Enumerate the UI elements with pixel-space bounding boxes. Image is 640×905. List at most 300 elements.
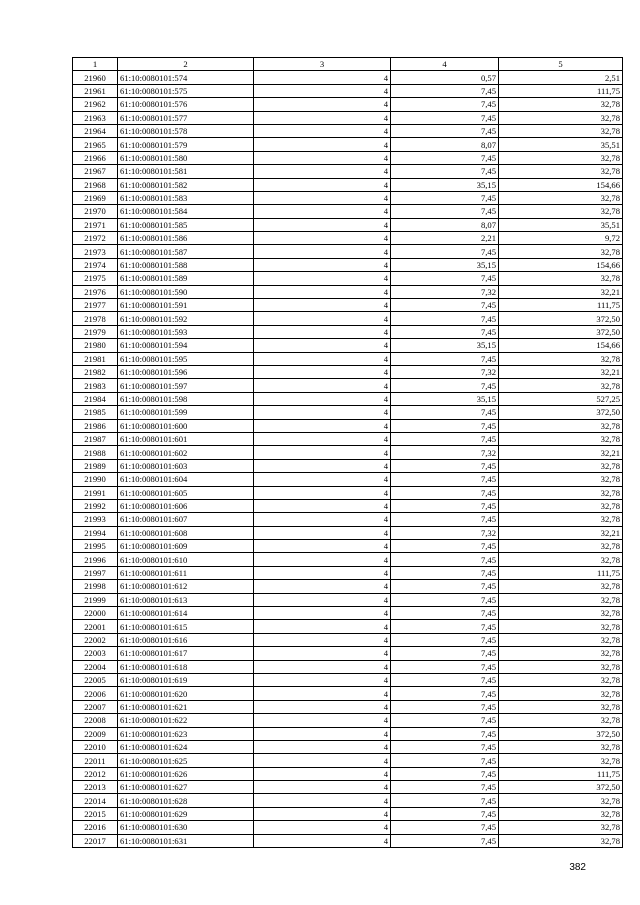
area-cell: 7,45 [391,673,499,686]
value-cell: 32,78 [499,620,623,633]
category-cell: 4 [254,660,391,673]
area-cell: 7,45 [391,513,499,526]
area-cell: 7,32 [391,526,499,539]
row-index-cell: 21989 [73,459,118,472]
cadastral-number-cell: 61:10:0080101:608 [118,526,254,539]
cadastral-number-cell: 61:10:0080101:585 [118,218,254,231]
table-row [73,232,623,245]
category-cell: 4 [254,727,391,740]
row-index-cell: 22010 [73,740,118,753]
category-cell: 4 [254,98,391,111]
area-cell: 7,45 [391,607,499,620]
table-row [73,794,623,807]
category-cell: 4 [254,272,391,285]
table-header-row [73,58,623,71]
value-cell: 32,78 [499,205,623,218]
area-cell: 7,45 [391,821,499,834]
category-cell: 4 [254,245,391,258]
cadastral-number-cell: 61:10:0080101:628 [118,794,254,807]
cadastral-number-cell: 61:10:0080101:618 [118,660,254,673]
table-row [73,406,623,419]
cadastral-number-cell: 61:10:0080101:584 [118,205,254,218]
value-cell: 32,78 [499,459,623,472]
cadastral-number-cell: 61:10:0080101:599 [118,406,254,419]
row-index-cell: 21973 [73,245,118,258]
table-row [73,807,623,820]
value-cell: 2,51 [499,71,623,84]
area-cell: 7,45 [391,312,499,325]
row-index-cell: 21963 [73,111,118,124]
cadastral-number-cell: 61:10:0080101:594 [118,339,254,352]
area-cell: 7,45 [391,781,499,794]
category-cell: 4 [254,526,391,539]
page-number: 382 [569,862,586,873]
table-row [73,299,623,312]
row-index-cell: 21993 [73,513,118,526]
category-cell: 4 [254,781,391,794]
area-cell: 7,45 [391,714,499,727]
table-row [73,178,623,191]
category-cell: 4 [254,392,391,405]
row-index-cell: 22000 [73,607,118,620]
category-cell: 4 [254,647,391,660]
category-cell: 4 [254,446,391,459]
value-cell: 32,78 [499,754,623,767]
area-cell: 7,32 [391,365,499,378]
area-cell: 7,45 [391,553,499,566]
cadastral-number-cell: 61:10:0080101:607 [118,513,254,526]
row-index-cell: 21992 [73,499,118,512]
area-cell: 7,45 [391,245,499,258]
row-index-cell: 22016 [73,821,118,834]
category-cell: 4 [254,553,391,566]
cadastral-number-cell: 61:10:0080101:614 [118,607,254,620]
cadastral-number-cell: 61:10:0080101:615 [118,620,254,633]
cadastral-number-cell: 61:10:0080101:601 [118,432,254,445]
value-cell: 154,66 [499,339,623,352]
value-cell: 32,21 [499,446,623,459]
area-cell: 7,45 [391,151,499,164]
cadastral-number-cell: 61:10:0080101:576 [118,98,254,111]
table-row [73,218,623,231]
row-index-cell: 22001 [73,620,118,633]
row-index-cell: 21960 [73,71,118,84]
column-header-5: 5 [499,58,623,71]
row-index-cell: 21999 [73,593,118,606]
cadastral-number-cell: 61:10:0080101:591 [118,299,254,312]
value-cell: 32,78 [499,245,623,258]
cadastral-number-cell: 61:10:0080101:619 [118,673,254,686]
table-row [73,821,623,834]
cadastral-number-cell: 61:10:0080101:581 [118,165,254,178]
table-row [73,486,623,499]
row-index-cell: 21980 [73,339,118,352]
table-row [73,526,623,539]
category-cell: 4 [254,754,391,767]
area-cell: 7,45 [391,834,499,847]
row-index-cell: 21977 [73,299,118,312]
table-row [73,473,623,486]
area-cell: 7,45 [391,111,499,124]
value-cell: 527,25 [499,392,623,405]
cadastral-number-cell: 61:10:0080101:588 [118,258,254,271]
table-row [73,272,623,285]
table-row [73,566,623,579]
value-cell: 32,78 [499,272,623,285]
category-cell: 4 [254,165,391,178]
table-row [73,151,623,164]
value-cell: 32,78 [499,191,623,204]
table-row [73,446,623,459]
cadastral-number-cell: 61:10:0080101:627 [118,781,254,794]
category-cell: 4 [254,138,391,151]
cadastral-number-cell: 61:10:0080101:625 [118,754,254,767]
table-row [73,767,623,780]
cadastral-number-cell: 61:10:0080101:612 [118,580,254,593]
category-cell: 4 [254,365,391,378]
value-cell: 32,78 [499,473,623,486]
value-cell: 32,78 [499,714,623,727]
area-cell: 35,15 [391,258,499,271]
row-index-cell: 21962 [73,98,118,111]
cadastral-number-cell: 61:10:0080101:597 [118,379,254,392]
row-index-cell: 21966 [73,151,118,164]
row-index-cell: 21983 [73,379,118,392]
category-cell: 4 [254,325,391,338]
document-table [72,57,623,848]
cadastral-number-cell: 61:10:0080101:592 [118,312,254,325]
row-index-cell: 21981 [73,352,118,365]
area-cell: 7,45 [391,593,499,606]
table-row [73,111,623,124]
area-cell: 7,45 [391,499,499,512]
value-cell: 32,78 [499,807,623,820]
row-index-cell: 22004 [73,660,118,673]
cadastral-number-cell: 61:10:0080101:604 [118,473,254,486]
cadastral-number-cell: 61:10:0080101:620 [118,687,254,700]
category-cell: 4 [254,540,391,553]
value-cell: 32,78 [499,660,623,673]
table-row [73,740,623,753]
area-cell: 35,15 [391,178,499,191]
cadastral-number-cell: 61:10:0080101:574 [118,71,254,84]
value-cell: 154,66 [499,178,623,191]
category-cell: 4 [254,432,391,445]
area-cell: 7,45 [391,620,499,633]
table-row [73,513,623,526]
row-index-cell: 21970 [73,205,118,218]
table-row [73,540,623,553]
category-cell: 4 [254,339,391,352]
area-cell: 7,45 [391,660,499,673]
value-cell: 32,78 [499,124,623,137]
cadastral-number-cell: 61:10:0080101:602 [118,446,254,459]
table-row [73,419,623,432]
value-cell: 32,78 [499,151,623,164]
area-cell: 7,45 [391,794,499,807]
table-row [73,781,623,794]
row-index-cell: 21995 [73,540,118,553]
area-cell: 7,45 [391,740,499,753]
value-cell: 32,78 [499,486,623,499]
category-cell: 4 [254,312,391,325]
area-cell: 7,45 [391,767,499,780]
row-index-cell: 21994 [73,526,118,539]
area-cell: 7,45 [391,540,499,553]
value-cell: 154,66 [499,258,623,271]
category-cell: 4 [254,285,391,298]
row-index-cell: 22012 [73,767,118,780]
value-cell: 32,78 [499,593,623,606]
area-cell: 7,45 [391,84,499,97]
category-cell: 4 [254,379,391,392]
table-row [73,71,623,84]
table-row [73,325,623,338]
table-row [73,165,623,178]
column-header-4: 4 [391,58,499,71]
row-index-cell: 22011 [73,754,118,767]
table-row [73,379,623,392]
area-cell: 7,45 [391,486,499,499]
cadastral-number-cell: 61:10:0080101:575 [118,84,254,97]
table-row [73,84,623,97]
category-cell: 4 [254,205,391,218]
row-index-cell: 22015 [73,807,118,820]
category-cell: 4 [254,84,391,97]
value-cell: 32,78 [499,513,623,526]
area-cell: 7,45 [391,352,499,365]
table-row [73,499,623,512]
area-cell: 7,45 [391,191,499,204]
row-index-cell: 21997 [73,566,118,579]
category-cell: 4 [254,714,391,727]
category-cell: 4 [254,258,391,271]
area-cell: 7,45 [391,687,499,700]
cadastral-number-cell: 61:10:0080101:606 [118,499,254,512]
area-cell: 7,45 [391,807,499,820]
category-cell: 4 [254,486,391,499]
value-cell: 32,21 [499,365,623,378]
row-index-cell: 21965 [73,138,118,151]
area-cell: 7,32 [391,446,499,459]
row-index-cell: 21976 [73,285,118,298]
row-index-cell: 21987 [73,432,118,445]
category-cell: 4 [254,633,391,646]
row-index-cell: 22009 [73,727,118,740]
table-row [73,660,623,673]
table-row [73,312,623,325]
row-index-cell: 21969 [73,191,118,204]
cadastral-number-cell: 61:10:0080101:616 [118,633,254,646]
cadastral-number-cell: 61:10:0080101:621 [118,700,254,713]
table-row [73,459,623,472]
area-cell: 7,45 [391,98,499,111]
cadastral-number-cell: 61:10:0080101:587 [118,245,254,258]
cadastral-number-cell: 61:10:0080101:613 [118,593,254,606]
category-cell: 4 [254,499,391,512]
cadastral-number-cell: 61:10:0080101:611 [118,566,254,579]
cadastral-number-cell: 61:10:0080101:603 [118,459,254,472]
table-row [73,673,623,686]
value-cell: 32,78 [499,821,623,834]
category-cell: 4 [254,794,391,807]
table-row [73,365,623,378]
cadastral-number-cell: 61:10:0080101:583 [118,191,254,204]
table-row [73,432,623,445]
value-cell: 32,78 [499,580,623,593]
row-index-cell: 22008 [73,714,118,727]
table-row [73,138,623,151]
value-cell: 32,78 [499,98,623,111]
area-cell: 7,45 [391,205,499,218]
area-cell: 0,57 [391,71,499,84]
area-cell: 7,45 [391,165,499,178]
row-index-cell: 21975 [73,272,118,285]
category-cell: 4 [254,620,391,633]
table-row [73,258,623,271]
value-cell: 32,78 [499,553,623,566]
area-cell: 7,45 [391,406,499,419]
row-index-cell: 21979 [73,325,118,338]
value-cell: 35,51 [499,218,623,231]
value-cell: 32,78 [499,740,623,753]
table-row [73,98,623,111]
table-row [73,352,623,365]
table-row [73,191,623,204]
cadastral-number-cell: 61:10:0080101:582 [118,178,254,191]
table-row [73,754,623,767]
category-cell: 4 [254,673,391,686]
value-cell: 32,78 [499,432,623,445]
cadastral-number-cell: 61:10:0080101:624 [118,740,254,753]
cadastral-number-cell: 61:10:0080101:617 [118,647,254,660]
table-row [73,392,623,405]
area-cell: 7,45 [391,379,499,392]
cadastral-number-cell: 61:10:0080101:579 [118,138,254,151]
area-cell: 7,45 [391,727,499,740]
cadastral-number-cell: 61:10:0080101:622 [118,714,254,727]
value-cell: 372,50 [499,406,623,419]
table-row [73,687,623,700]
value-cell: 111,75 [499,84,623,97]
value-cell: 32,78 [499,700,623,713]
value-cell: 111,75 [499,767,623,780]
category-cell: 4 [254,821,391,834]
value-cell: 372,50 [499,727,623,740]
category-cell: 4 [254,111,391,124]
category-cell: 4 [254,834,391,847]
value-cell: 32,78 [499,647,623,660]
category-cell: 4 [254,406,391,419]
area-cell: 7,45 [391,566,499,579]
table-row [73,553,623,566]
category-cell: 4 [254,700,391,713]
column-header-3: 3 [254,58,391,71]
category-cell: 4 [254,580,391,593]
category-cell: 4 [254,807,391,820]
category-cell: 4 [254,218,391,231]
category-cell: 4 [254,767,391,780]
row-index-cell: 21988 [73,446,118,459]
value-cell: 32,78 [499,379,623,392]
table-body [73,71,623,848]
row-index-cell: 21996 [73,553,118,566]
cadastral-number-cell: 61:10:0080101:598 [118,392,254,405]
value-cell: 9,72 [499,232,623,245]
category-cell: 4 [254,419,391,432]
value-cell: 32,78 [499,499,623,512]
table-row [73,285,623,298]
area-cell: 7,45 [391,473,499,486]
value-cell: 372,50 [499,325,623,338]
row-index-cell: 21972 [73,232,118,245]
category-cell: 4 [254,566,391,579]
table-row [73,593,623,606]
category-cell: 4 [254,607,391,620]
row-index-cell: 21986 [73,419,118,432]
cadastral-number-cell: 61:10:0080101:605 [118,486,254,499]
value-cell: 111,75 [499,299,623,312]
value-cell: 32,78 [499,352,623,365]
area-cell: 7,45 [391,633,499,646]
row-index-cell: 22002 [73,633,118,646]
row-index-cell: 22014 [73,794,118,807]
value-cell: 32,78 [499,687,623,700]
category-cell: 4 [254,459,391,472]
value-cell: 32,78 [499,540,623,553]
area-cell: 7,45 [391,419,499,432]
row-index-cell: 22005 [73,673,118,686]
value-cell: 32,78 [499,633,623,646]
area-cell: 7,45 [391,325,499,338]
value-cell: 372,50 [499,312,623,325]
cadastral-number-cell: 61:10:0080101:580 [118,151,254,164]
row-index-cell: 21990 [73,473,118,486]
table-row [73,205,623,218]
area-cell: 7,45 [391,700,499,713]
table-row [73,607,623,620]
row-index-cell: 22013 [73,781,118,794]
value-cell: 111,75 [499,566,623,579]
row-index-cell: 21991 [73,486,118,499]
value-cell: 32,78 [499,607,623,620]
table-row [73,700,623,713]
row-index-cell: 21982 [73,365,118,378]
table-row [73,620,623,633]
category-cell: 4 [254,299,391,312]
value-cell: 32,78 [499,111,623,124]
row-index-cell: 22017 [73,834,118,847]
cadastral-number-cell: 61:10:0080101:631 [118,834,254,847]
value-cell: 32,78 [499,794,623,807]
row-index-cell: 22003 [73,647,118,660]
area-cell: 7,32 [391,285,499,298]
table-row [73,647,623,660]
category-cell: 4 [254,232,391,245]
row-index-cell: 21968 [73,178,118,191]
row-index-cell: 21971 [73,218,118,231]
cadastral-number-cell: 61:10:0080101:610 [118,553,254,566]
row-index-cell: 21961 [73,84,118,97]
cadastral-number-cell: 61:10:0080101:595 [118,352,254,365]
row-index-cell: 22007 [73,700,118,713]
cadastral-number-cell: 61:10:0080101:577 [118,111,254,124]
cadastral-number-cell: 61:10:0080101:609 [118,540,254,553]
table-row [73,834,623,847]
cadastral-number-cell: 61:10:0080101:600 [118,419,254,432]
row-index-cell: 21984 [73,392,118,405]
table-row [73,714,623,727]
